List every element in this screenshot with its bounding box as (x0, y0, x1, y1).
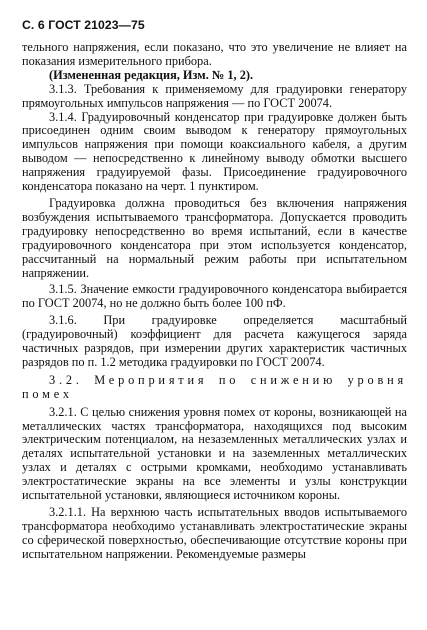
clause-3-1-5: 3.1.5. Значение емкости градуировочного конденсатора выбирается по ГОСТ 20074, но не должно быть более 100 пФ. (22, 282, 407, 311)
amendment-note: (Измененная редакция, Изм. № 1, 2). (49, 67, 254, 82)
clause-3-1-6: 3.1.6. При градуировке определяется масштабный (градуировочный) коэффициент для расчета кажущегося заряда частичных разрядов, при измерении других характеристик частичных разрядов по п. 1.2 методика градуировки по ГОСТ 20074. (22, 313, 407, 369)
clause-3-2-1-1: 3.2.1.1. На верхнюю часть испытательных вводов испытываемого трансформатора необходимо устанавливать электростатические экраны со сферической поверхностью, обеспечивающие отсутствие короны при испытательном напряжении. Рекомендуемые размеры (22, 505, 407, 561)
clause-3-1-3: 3.1.3. Требования к применяемому для градуировки генератору прямоугольных импульсов напряжения — по ГОСТ 20074. (22, 81, 407, 110)
section-3-2-heading: 3.2. Мероприятия по снижению уровня помех (22, 372, 407, 401)
calibration-paragraph: Градуировка должна проводиться без включения напряжения возбуждения испытываемого трансформатора. Допускается проводить градуировку непосредственно во время испытаний, если в качестве градуировочного конденсатора при этом используется конденсатор, рассчитанный на нормальный режим работы при испытательном напряжении. (22, 195, 407, 280)
page-header: С. 6 ГОСТ 21023—75 (22, 18, 145, 32)
clause-3-2-1: 3.2.1. С целью снижения уровня помех от короны, возникающей на металлических частях трансформатора, находящихся под высоким электрическим потенциалом, на незаземленных металлических узлах и деталях испытательной установки и на заземленных металлических узлах и деталях с острыми кромками, необходимо устанавливать электростатические экраны на все элементы и узлы конструкции испытательной установки, являющиеся источником короны. (22, 404, 407, 503)
paragraph-continuation: тельного напряжения, если показано, что это увеличение не влияет на показания измерительного прибора. (22, 40, 407, 68)
clause-3-1-4: 3.1.4. Градуировочный конденсатор при градуировке должен быть присоединен одним своим выводом к генератору прямоугольных импульсов напряжения при помощи коаксиального кабеля, а другим выводом — непосредственно к линейному выводу обмотки высшего напряжения градуируемой фазы. Присоединение градуировочного конденсатора показано на черт. 1 пунктиром. (22, 109, 407, 194)
